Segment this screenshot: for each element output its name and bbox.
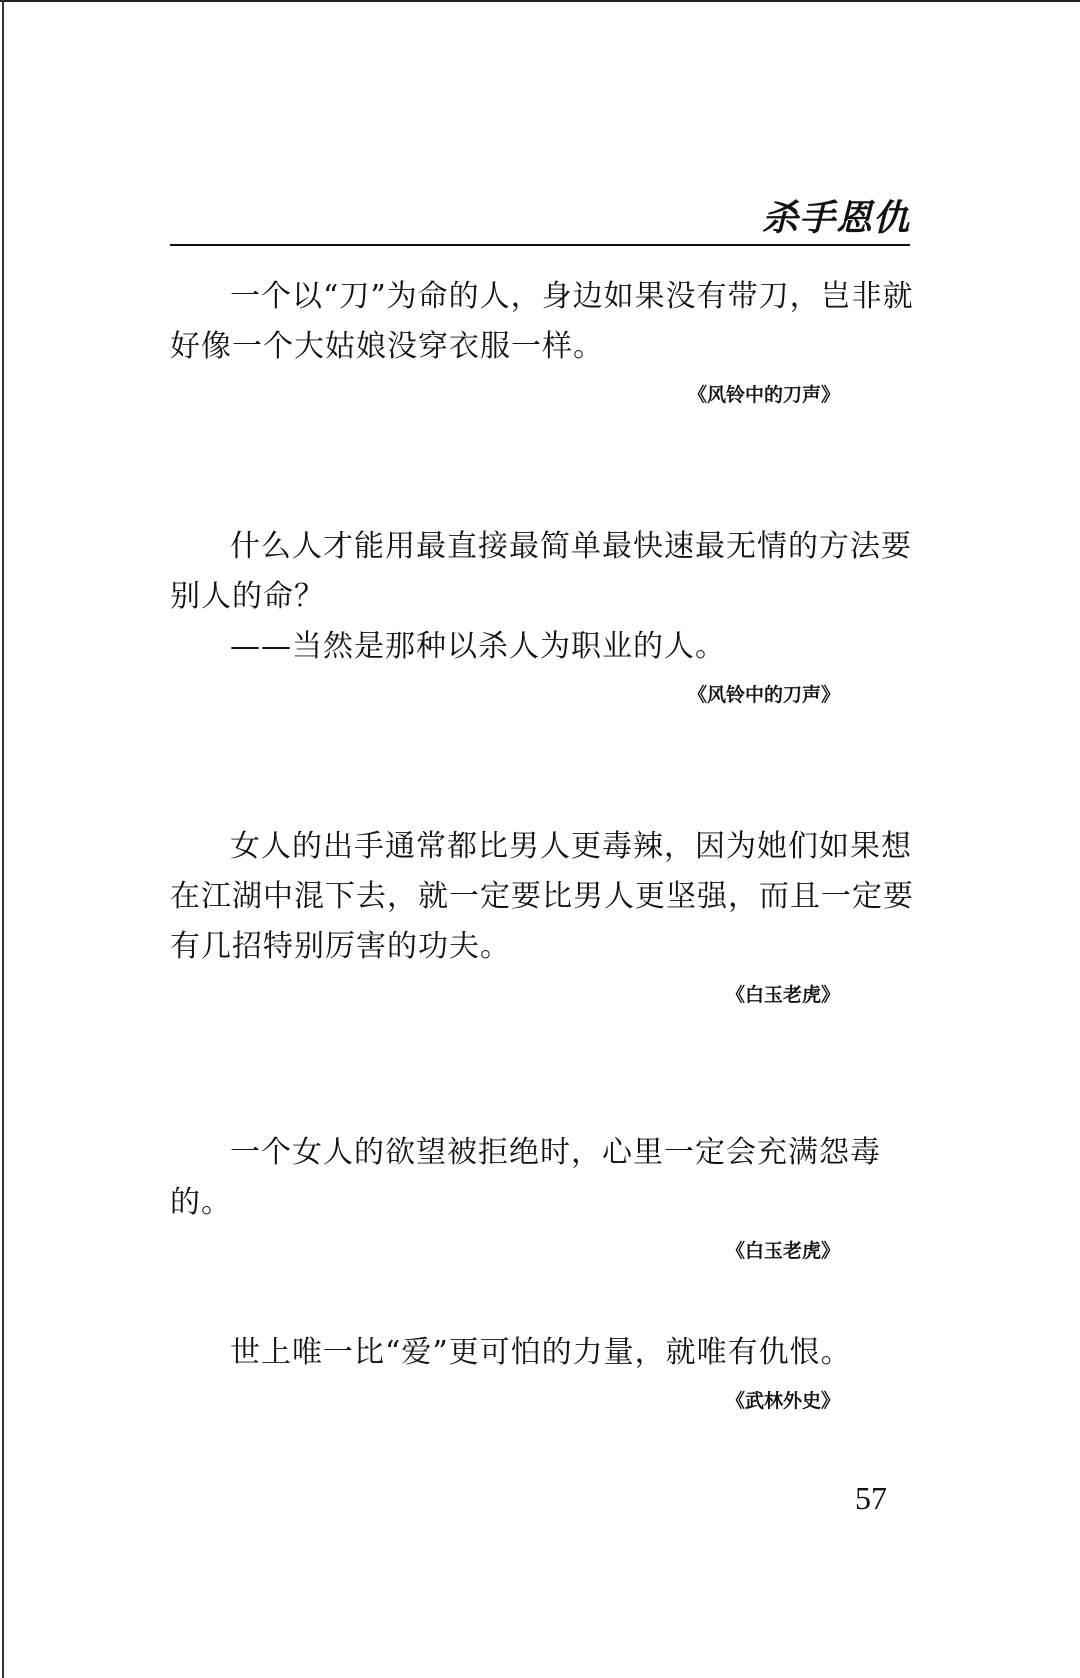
- quote-reply: ——当然是那种以杀人为职业的人。: [230, 629, 726, 664]
- quote-text: 世上唯一比“爱”更可怕的力量，就唯有仇恨。: [230, 1335, 852, 1370]
- scan-edge-top: [0, 0, 1080, 2]
- scan-edge-left: [2, 0, 4, 1678]
- quote-block: [170, 272, 915, 407]
- quote-text: 女人的出手通常都比男人更毒辣，因为她们如果想在江湖中混下去，就一定要比男人更坚强，而且一定要有几招特别厉害的功夫。: [170, 829, 914, 964]
- running-header-title: 杀手恩仇: [761, 198, 910, 239]
- quote-source: 《白玉老虎》: [725, 984, 840, 1006]
- quote-block: [170, 822, 915, 1007]
- quote-source: 《武林外史》: [725, 1390, 840, 1412]
- page-number: 57: [855, 1480, 887, 1516]
- quote-text: 什么人才能用最直接最简单最快速最无情的方法要别人的命？: [170, 529, 912, 614]
- quote-block: [170, 1328, 915, 1413]
- quote-block: [170, 1128, 915, 1263]
- quote-source: 《风铃中的刀声》: [687, 684, 840, 706]
- quote-source: 《白玉老虎》: [725, 1240, 840, 1262]
- quote-text: 一个女人的欲望被拒绝时，心里一定会充满怨毒的。: [170, 1135, 881, 1220]
- quote-source: 《风铃中的刀声》: [687, 384, 840, 406]
- header-rule: [170, 244, 910, 246]
- quote-block: [170, 522, 915, 707]
- quote-text: 一个以“刀”为命的人，身边如果没有带刀，岂非就好像一个大姑娘没穿衣服一样。: [170, 279, 914, 364]
